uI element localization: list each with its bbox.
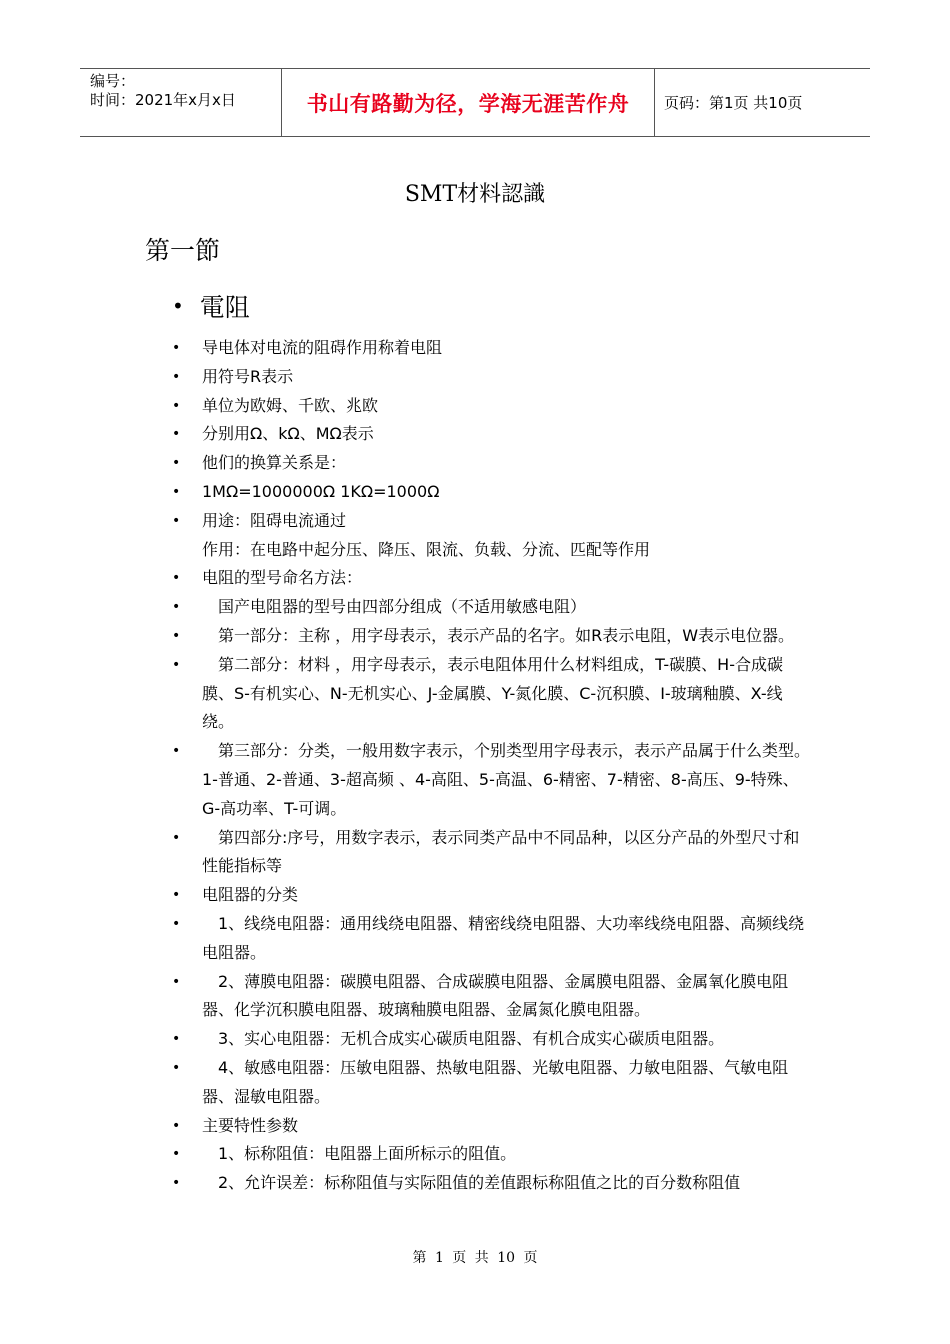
list-item: [172, 1054, 812, 1112]
page-footer: 第 1 页 共 10 页: [412, 1250, 538, 1266]
list-item: [172, 1140, 812, 1169]
list-item: [172, 593, 812, 622]
topic-heading-text: 電阻: [199, 293, 250, 322]
list-item: [172, 968, 812, 1026]
list-item-text: 用符号R表示: [202, 366, 294, 386]
document-title: SMT材料認識: [404, 182, 546, 207]
list-item: [172, 420, 812, 449]
page-header: [80, 68, 870, 137]
list-item-text: 2、允许误差：标称阻值与实际阻值的差值跟标称阻值之比的百分数称阻值: [202, 1173, 741, 1193]
list-item: [172, 507, 812, 536]
list-item-text: 1、标称阻值：电阻器上面所标示的阻值。: [202, 1144, 517, 1164]
section-heading: 第一節: [145, 236, 221, 265]
list-item-text: 他们的换算关系是：: [202, 453, 347, 473]
list-item-text: 第四部分:序号，用数字表示，表示同类产品中不同品种，以区分产品的外型尺寸和性能指标等: [202, 827, 800, 876]
list-item: [172, 536, 812, 565]
list-item-text: 导电体对电流的阻碍作用称着电阻: [202, 338, 443, 357]
list-item-text: 1、线绕电阻器：通用线绕电阻器、精密线绕电阻器、大功率线绕电阻器、高频线绕电阻器。: [202, 913, 805, 962]
list-item: [172, 1025, 812, 1054]
list-item: [172, 737, 812, 823]
list-item: [172, 824, 812, 882]
header-meta: [80, 69, 282, 136]
list-item: [172, 363, 812, 392]
list-item-text: 电阻器的分类: [202, 885, 299, 905]
list-item-text: 电阻的型号命名方法：: [202, 568, 363, 588]
list-item: [172, 334, 812, 363]
list-item-text: 1MΩ=1000000Ω 1KΩ=1000Ω: [202, 481, 440, 501]
list-item: [172, 564, 812, 593]
list-item-text: 第二部分：材料 ，用字母表示，表示电阻体用什么材料组成，T-碳膜、H-合成碳膜、S-有机实心、N-无机实心、J-金属膜、Y-氮化膜、C-沉积膜、I-玻璃釉膜、X-线绕。: [202, 654, 783, 732]
content-list: [172, 334, 812, 1198]
list-item-text: 单位为欧姆、千欧、兆欧: [202, 395, 379, 415]
list-item-text: 第一部分：主称 ，用字母表示，表示产品的名字。如R表示电阻，W表示电位器。: [202, 625, 795, 645]
list-item: [172, 651, 812, 737]
list-item: [172, 910, 812, 968]
topic-heading: [172, 288, 250, 324]
list-item-text: 4、敏感电阻器：压敏电阻器、热敏电阻器、光敏电阻器、力敏电阻器、气敏电阻器、湿敏电阻器。: [202, 1057, 789, 1106]
list-item-text: 分别用Ω、kΩ、MΩ表示: [202, 424, 374, 444]
header-time-label: 时间：2021年x月x日: [90, 91, 236, 109]
list-item: [172, 478, 812, 507]
list-item-text: 国产电阻器的型号由四部分组成（不适用敏感电阻）: [202, 597, 587, 617]
bullet-icon: •: [172, 294, 184, 318]
header-page-info: 页码：第1页 共10页: [664, 94, 803, 112]
list-item: [172, 449, 812, 478]
list-item-text: 第三部分：分类，一般用数字表示，个别类型用字母表示，表示产品属于什么类型。1-普通、2-普通、3-超高频 、4-高阻、5-高温、6-精密、7-精密、8-高压、9-特殊、G-高功率、T-可调。: [202, 741, 811, 818]
list-item-text: 2、薄膜电阻器：碳膜电阻器、合成碳膜电阻器、金属膜电阻器、金属氧化膜电阻器、化学沉积膜电阻器、玻璃釉膜电阻器、金属氮化膜电阻器。: [202, 971, 789, 1020]
list-item: [172, 1112, 812, 1141]
list-item-text: 作用：在电路中起分压、降压、限流、负载、分流、匹配等作用: [202, 539, 651, 559]
list-item-text: 3、实心电阻器：无机合成实心碳质电阻器、有机合成实心碳质电阻器。: [202, 1029, 725, 1049]
header-number-label: 编号：: [90, 72, 136, 90]
list-item: [172, 392, 812, 421]
list-item-text: 用途：阻碍电流通过: [202, 510, 347, 530]
list-item: [172, 1169, 812, 1198]
list-item-text: 主要特性参数: [202, 1115, 299, 1135]
list-item: [172, 622, 812, 651]
header-motto: 书山有路勤为径，学海无涯苦作舟: [282, 69, 655, 136]
list-item: [172, 881, 812, 910]
